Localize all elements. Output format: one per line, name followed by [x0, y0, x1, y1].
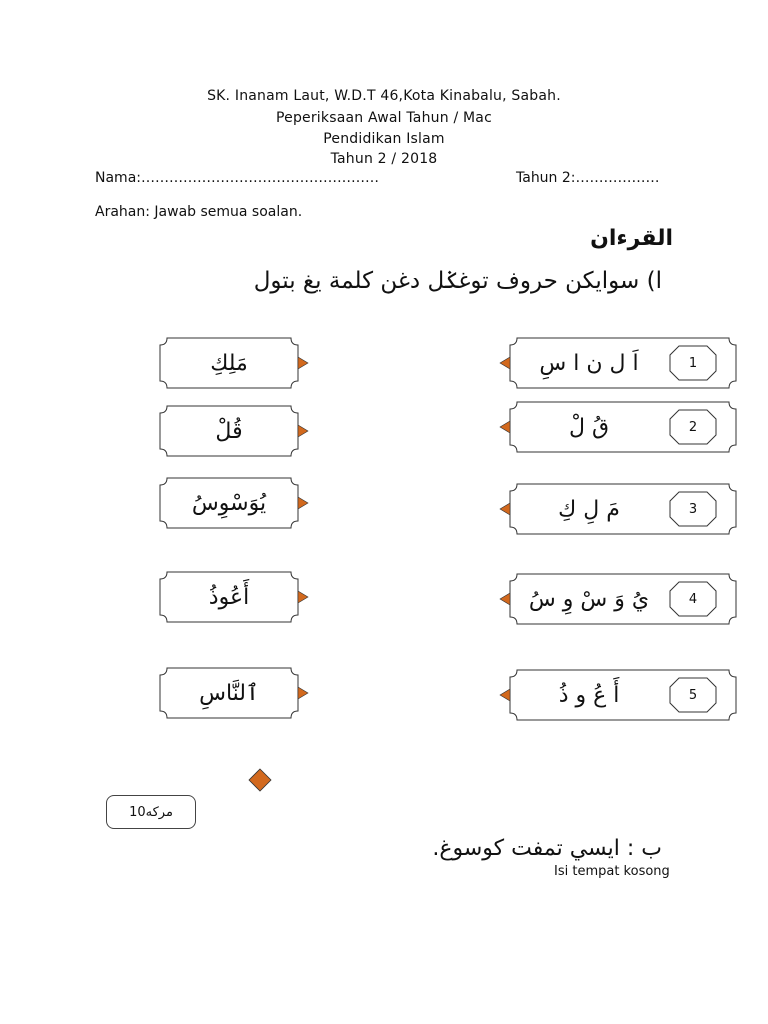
letters-text: يُ وَ سْ وِ سُ — [528, 586, 650, 612]
connector-triangle-icon — [298, 425, 308, 437]
question-a-text: ا) سوايكن حروف توغݢل دغن كلمة يغ بتول — [253, 268, 662, 294]
connector-triangle-icon — [500, 357, 510, 369]
left-word: ٱلنَّاسِ — [199, 680, 259, 706]
right-letter-box[interactable] — [498, 402, 736, 452]
letters-text: أَ عُ و ذُ — [558, 682, 620, 708]
letters-text: مَ لِ كِ — [558, 496, 620, 522]
connector-triangle-icon — [500, 689, 510, 701]
connector-triangle-icon — [298, 591, 308, 603]
left-word-box[interactable] — [160, 478, 310, 528]
section-title: القرءان — [590, 226, 673, 251]
question-b-subtitle: Isi tempat kosong — [554, 864, 670, 879]
right-letter-box[interactable] — [498, 670, 736, 720]
connector-triangle-icon — [298, 357, 308, 369]
connector-triangle-icon — [298, 497, 308, 509]
question-b-text: ب : ايسي تمفت كوسوغ. — [432, 836, 662, 861]
letters-text: قُ لْ — [568, 414, 610, 440]
exam-title: Peperiksaan Awal Tahun / Mac — [276, 110, 492, 126]
marks-badge: 10مركه — [106, 795, 196, 829]
left-word: مَلِكِ — [210, 350, 248, 376]
left-word: يُوَسْوِسُ — [191, 490, 267, 516]
name-field[interactable]: Nama:…………………………………………… — [95, 170, 379, 186]
question-number: 4 — [688, 591, 698, 607]
right-letter-box[interactable] — [498, 484, 736, 534]
letters-text: اَ ل ن ا سِ — [539, 350, 639, 376]
question-number: 5 — [688, 687, 698, 703]
instruction-text: Arahan: Jawab semua soalan. — [95, 204, 303, 220]
connector-triangle-icon — [500, 421, 510, 433]
right-letter-box[interactable] — [498, 338, 736, 388]
question-number: 1 — [688, 355, 698, 371]
question-number: 2 — [688, 419, 698, 435]
left-word-box[interactable] — [160, 572, 310, 622]
connector-triangle-icon — [298, 687, 308, 699]
school-name: SK. Inanam Laut, W.D.T 46,Kota Kinabalu, Sabah. — [207, 88, 561, 104]
left-word-box[interactable] — [160, 668, 310, 718]
right-letter-box[interactable] — [498, 574, 736, 624]
year-title: Tahun 2 / 2018 — [330, 151, 438, 167]
left-word-box[interactable] — [160, 338, 310, 388]
left-word: أَعُوذُ — [208, 584, 250, 610]
subject-title: Pendidikan Islam — [323, 131, 445, 147]
class-field[interactable]: Tahun 2:……………… — [516, 170, 660, 186]
question-number: 3 — [688, 501, 698, 517]
connector-triangle-icon — [500, 593, 510, 605]
diamond-icon — [248, 768, 272, 792]
connector-triangle-icon — [500, 503, 510, 515]
left-word-box[interactable] — [160, 406, 310, 456]
left-word: قُلْ — [215, 418, 243, 444]
